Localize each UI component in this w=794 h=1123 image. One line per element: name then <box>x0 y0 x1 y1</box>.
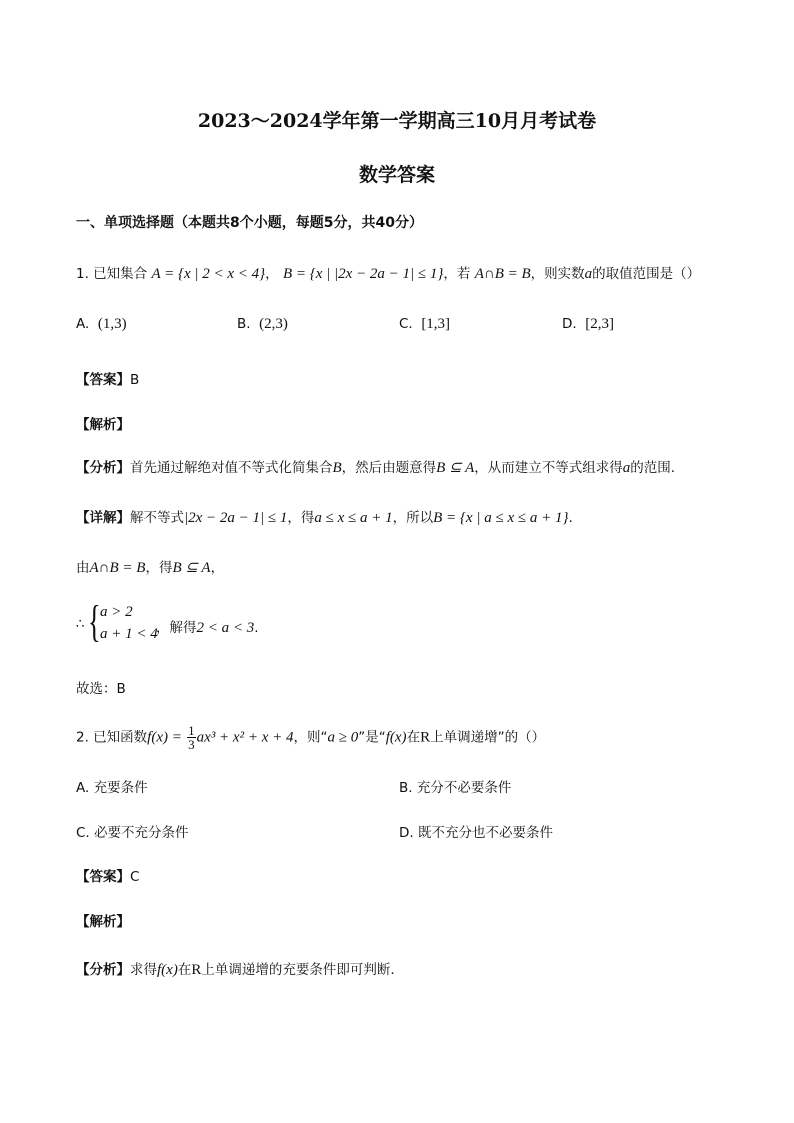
q2-fraction <box>187 724 196 751</box>
q2-option-d: D. 既不充分也不必要条件 <box>399 825 553 841</box>
q2-frac-num: 1 <box>188 723 195 738</box>
q1-answer-tag: 【答案】 <box>76 372 130 388</box>
q2-fenxi <box>76 958 395 979</box>
q1-fenxi-text-3: ，从而建立不等式组求得 <box>474 460 623 476</box>
q1-option-a-value: (1,3) <box>97 316 127 332</box>
q1-suffix: ，则实数 <box>530 266 585 282</box>
q2-mid-2: ”是“ <box>358 729 386 746</box>
q1-tail: 的取值范围是（） <box>592 266 701 282</box>
q2-fx: f(x) <box>385 729 407 746</box>
q1-sys-end: . <box>254 620 259 636</box>
q1-var: a <box>584 266 593 282</box>
q1-you-text-3: ， <box>210 560 225 576</box>
q1-set-a: A = {x | 2 < x < 4} <box>151 266 266 282</box>
q1-xj-text-4: . <box>568 510 573 526</box>
q2-option-c: C. 必要不充分条件 <box>76 825 189 841</box>
q2-r: R <box>420 729 431 746</box>
q2-mid-1: ，则“ <box>293 729 328 746</box>
q1-fenxi-text-4: 的范围. <box>630 460 676 476</box>
q1-option-a-label: A. <box>76 316 90 332</box>
q2-fenxi-tag: 【分析】 <box>76 962 130 978</box>
q1-sys-result: 2 < a < 3 <box>196 620 255 636</box>
q2-option-a: A. 充要条件 <box>76 780 148 796</box>
q2-fenxi-fx: f(x) <box>157 962 178 978</box>
q1-xj-text-1: 解不等式 <box>130 510 184 526</box>
section-heading: 一、单项选择题（本题共8个小题，每题5分，共40分） <box>76 215 423 231</box>
q1-xj-text-2: ，得 <box>287 510 315 526</box>
q2-fenxi-r: R <box>191 962 202 978</box>
q1-option-d-label: D. <box>562 316 577 332</box>
q1-sys-after <box>156 616 259 637</box>
q2-func-left: f(x) = <box>147 729 182 746</box>
q1-option-c-value: [1,3] <box>421 316 451 332</box>
q1-option-c-label: C. <box>399 316 413 332</box>
q1-you-text-1: 由 <box>76 560 90 576</box>
q2-func-right: ax³ + x² + x + 4 <box>196 729 294 746</box>
q1-option-b-label: B. <box>237 316 251 332</box>
q1-option-b <box>237 316 288 333</box>
q1-xj-expr-3: B = {x | a ≤ x ≤ a + 1} <box>433 510 569 526</box>
q1-option-d-value: [2,3] <box>585 316 615 332</box>
q1-you-expr-1: A∩B = B <box>89 560 146 576</box>
q2-answer <box>76 865 139 885</box>
q1-option-b-value: (2,3) <box>259 316 288 332</box>
q1-fenxi <box>76 456 675 477</box>
q1-xiangjie-tag: 【详解】 <box>76 510 130 526</box>
q2-fenxi-text-3: 上单调递增的充要条件即可判断. <box>201 962 395 978</box>
brace-icon: { <box>88 597 101 646</box>
page-subtitle: 数学答案 <box>358 164 435 186</box>
q2-answer-value: C <box>130 869 140 885</box>
q1-cond-expr: A∩B = B <box>474 266 531 282</box>
q1-cond: ，若 <box>443 266 471 282</box>
q1-fenxi-a: a <box>622 460 631 476</box>
q1-set-b: B = {x | |2x − 2a − 1| ≤ 1} <box>282 266 444 282</box>
q2-fenxi-text-1: 求得 <box>130 962 157 978</box>
q2-frac-den: 3 <box>188 737 195 752</box>
q2-cond: a ≥ 0 <box>327 729 359 746</box>
q1-analysis-tag: 【解析】 <box>76 417 130 433</box>
q1-you-text-2: ，得 <box>145 560 173 576</box>
q1-fenxi-tag: 【分析】 <box>76 460 130 476</box>
q1-option-a <box>76 316 127 333</box>
therefore-symbol: ∴ <box>76 616 85 632</box>
q1-xj-text-3: ，所以 <box>392 510 434 526</box>
q1-answer-value: B <box>130 372 140 388</box>
page-title: 2023～2024学年第一学期高三10月月考试卷 <box>197 110 597 132</box>
q1-answer <box>76 368 139 388</box>
q1-xiangjie <box>76 506 573 527</box>
q1-sys-row-2: a + 1 < 4 <box>100 626 158 642</box>
q2-analysis-tag: 【解析】 <box>76 914 130 930</box>
q1-option-d <box>562 316 614 333</box>
q1-prefix: 1. 已知集合 <box>76 266 148 282</box>
q1-fenxi-b: B <box>332 460 342 476</box>
q2-answer-tag: 【答案】 <box>76 869 130 885</box>
q1-derivation-line <box>76 556 224 577</box>
q1-you-expr-2: B ⊆ A <box>172 560 211 576</box>
question-2-stem <box>76 724 545 751</box>
q2-mid-3: 在 <box>406 729 421 746</box>
q1-xj-expr-1: |2x − 2a − 1| ≤ 1 <box>184 510 288 526</box>
q1-fenxi-text-2: ，然后由题意得 <box>341 460 437 476</box>
q2-option-b: B. 充分不必要条件 <box>399 780 512 796</box>
q1-fenxi-expr: B ⊆ A <box>436 460 475 476</box>
q2-fenxi-text-2: 在 <box>177 962 192 978</box>
q2-mid-4: 上单调递增”的（） <box>430 729 546 746</box>
q1-sys-after-text: ，解得 <box>156 620 197 636</box>
question-1-stem: 1. 已知集合 A = {x | 2 < x < 4}， B = {x | |2x − 2a − 1| ≤ 1}，若 A∩B = B，则实数a的取值范围是（） <box>76 266 701 282</box>
q1-fenxi-text-1: 首先通过解绝对值不等式化简集合 <box>130 460 333 476</box>
q1-xj-expr-2: a ≤ x ≤ a + 1 <box>314 510 393 526</box>
q1-choose: 故选：B <box>76 681 126 697</box>
q1-option-c <box>399 316 450 333</box>
q1-inequality-system <box>76 597 376 646</box>
q1-sys-row-1: a > 2 <box>100 604 133 620</box>
q2-prefix: 2. 已知函数 <box>76 729 148 746</box>
